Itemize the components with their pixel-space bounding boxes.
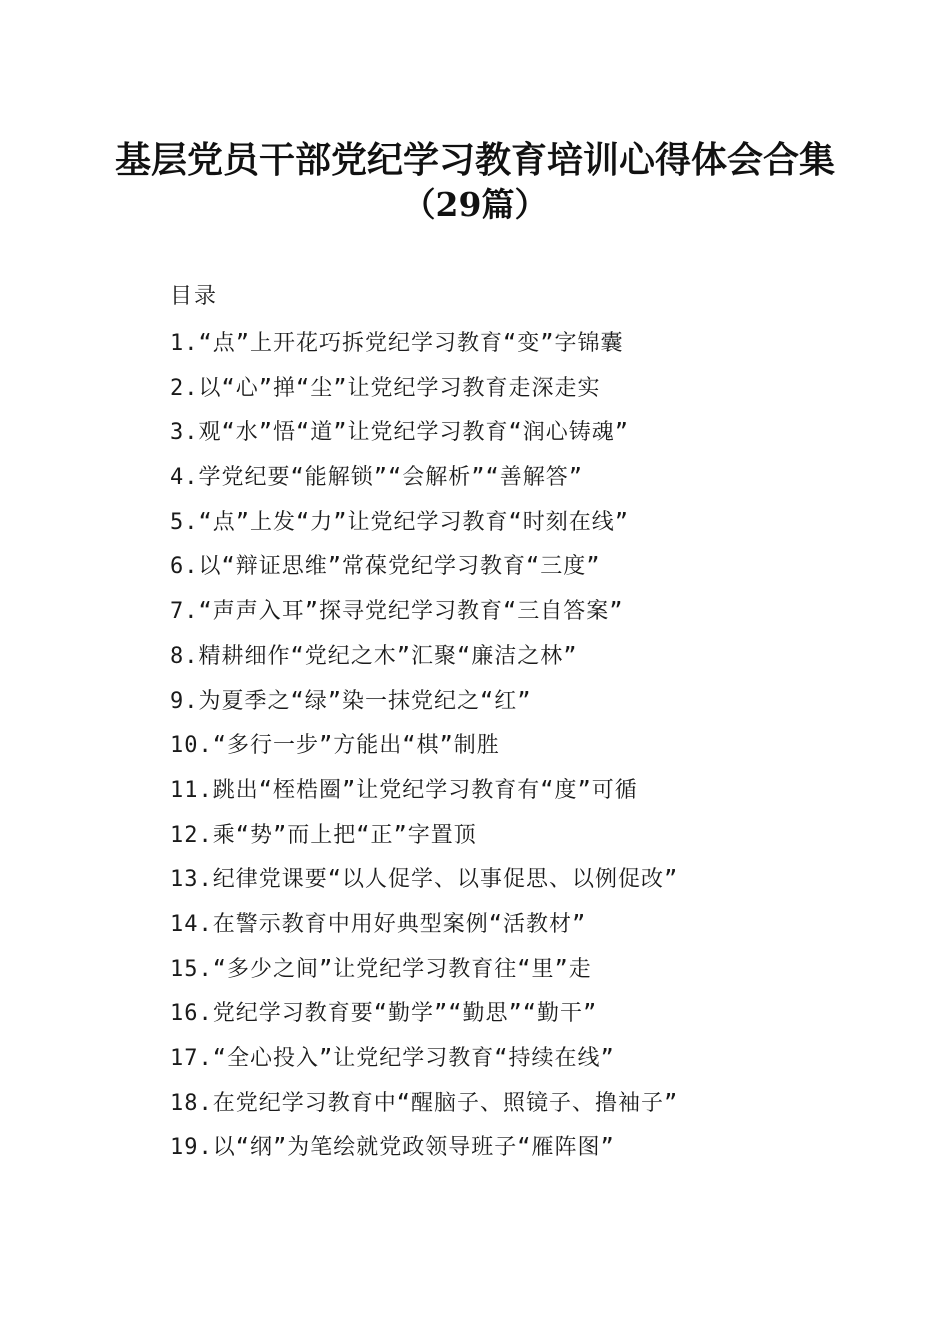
table-of-contents (170, 278, 870, 1171)
toc-item-8: 8.精耕细作“党纪之木”汇聚“廉洁之林” (170, 643, 578, 669)
toc-item-6: 6.以“辩证思维”常葆党纪学习教育“三度” (170, 554, 601, 580)
toc-item-16: 16.党纪学习教育要“勤学”“勤思”“勤干” (170, 1001, 598, 1027)
toc-item-15: 15.“多少之间”让党纪学习教育往“里”走 (170, 956, 592, 982)
document-title: 基层党员干部党纪学习教育培训心得体会合集 (114, 139, 835, 181)
toc-item-19: 19.以“纲”为笔绘就党政领导班子“雁阵图” (170, 1135, 615, 1161)
toc-item-1: 1.“点”上开花巧拆党纪学习教育“变”字锦囊 (170, 331, 624, 356)
toc-item-2: 2.以“心”掸“尘”让党纪学习教育走深走实 (170, 375, 601, 401)
toc-item-10: 10.“多行一步”方能出“棋”制胜 (170, 733, 500, 759)
toc-item-7: 7.“声声入耳”探寻党纪学习教育“三自答案” (170, 599, 624, 625)
toc-item-4: 4.学党纪要“能解锁”“会解析”“善解答” (170, 465, 583, 491)
document-subtitle: （29篇） (402, 185, 548, 224)
toc-item-3: 3.观“水”悟“道”让党纪学习教育“润心铸魂” (170, 420, 629, 446)
toc-item-12: 12.乘“势”而上把“正”字置顶 (170, 822, 477, 848)
toc-item-13: 13.纪律党课要“以人促学、以事促思、以例促改” (170, 867, 679, 893)
toc-item-14: 14.在警示教育中用好典型案例“活教材” (170, 911, 587, 937)
toc-heading: 目录 (170, 284, 219, 309)
toc-item-5: 5.“点”上发“力”让党纪学习教育“时刻在线” (170, 509, 629, 535)
toc-item-11: 11.跳出“桎梏圈”让党纪学习教育有“度”可循 (170, 777, 638, 803)
toc-list (170, 322, 870, 1171)
toc-item-17: 17.“全心投入”让党纪学习教育“持续在线” (170, 1046, 615, 1071)
toc-item-9: 9.为夏季之“绿”染一抹党纪之“红” (170, 688, 532, 714)
toc-item-18: 18.在党纪学习教育中“醒脑子、照镜子、撸袖子” (170, 1090, 679, 1116)
